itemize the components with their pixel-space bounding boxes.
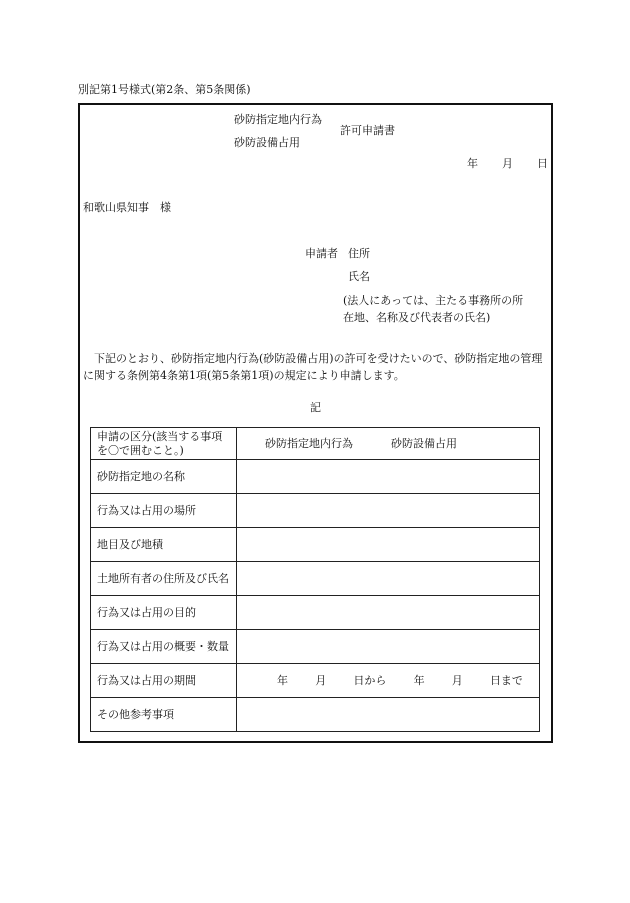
row-label-other-notes: その他参考事項 (91, 698, 237, 732)
applicant-note-1: (法人にあっては、主たる事務所の所 (343, 294, 524, 307)
application-type-options (237, 428, 540, 460)
period-from-month: 月 (315, 673, 327, 687)
option-occupy: 砂防設備占用 (391, 436, 457, 450)
table-row (91, 528, 540, 562)
date-day: 日 (537, 157, 548, 170)
table-row (91, 460, 540, 494)
row-label-land-category: 地目及び地積 (91, 528, 237, 562)
row-label-overview: 行為又は占用の概要・数量 (91, 630, 237, 664)
row-label-area-name: 砂防指定地の名称 (91, 460, 237, 494)
row-label-period: 行為又は占用の期間 (91, 664, 237, 698)
area-name-value (237, 460, 540, 494)
period-value (237, 664, 540, 698)
date-year: 年 (467, 157, 478, 170)
row-label-application-type: 申請の区分(該当する事項を〇で囲むこと。) (91, 428, 237, 460)
option-act: 砂防指定地内行為 (265, 436, 353, 450)
name-label: 氏名 (348, 270, 370, 283)
table-row (91, 630, 540, 664)
location-value (237, 494, 540, 528)
applicant-label: 申請者 (305, 247, 338, 260)
overview-value (237, 630, 540, 664)
land-category-value (237, 528, 540, 562)
landowner-value (237, 562, 540, 596)
applicant-note-2: 在地、名称及び代表者の氏名) (343, 311, 491, 324)
title-line-act: 砂防指定地内行為 (234, 113, 322, 126)
title-line-occupy: 砂防設備占用 (234, 136, 300, 149)
period-to-month: 月 (451, 673, 463, 687)
body-text: 下記のとおり、砂防指定地内行為(砂防設備占用)の許可を受けたいので、砂防指定地の管理に関する条例第4条第1項(第5条第1項)の規定により申請します。 (83, 352, 543, 382)
table-row (91, 428, 540, 460)
other-notes-value (237, 698, 540, 732)
addressee: 和歌山県知事 様 (83, 201, 171, 214)
form-label: 別記第1号様式(第2条、第5条関係) (78, 83, 251, 96)
table-row (91, 698, 540, 732)
table-row (91, 562, 540, 596)
row-label-location: 行為又は占用の場所 (91, 494, 237, 528)
period-from-year: 年 (277, 673, 288, 687)
row-label-purpose: 行為又は占用の目的 (91, 596, 237, 630)
detail-table (90, 427, 540, 732)
title-suffix: 許可申請書 (340, 124, 395, 137)
table-row (91, 596, 540, 630)
address-label: 住所 (348, 247, 370, 260)
purpose-value (237, 596, 540, 630)
period-to-day: 日まで (489, 673, 523, 687)
period-to-year: 年 (413, 673, 425, 687)
table-row (91, 664, 540, 698)
period-from-day: 日から (353, 673, 387, 687)
row-label-landowner: 土地所有者の住所及び氏名 (91, 562, 237, 596)
ki-heading: 記 (310, 401, 321, 414)
date-month: 月 (502, 157, 513, 170)
table-row (91, 494, 540, 528)
